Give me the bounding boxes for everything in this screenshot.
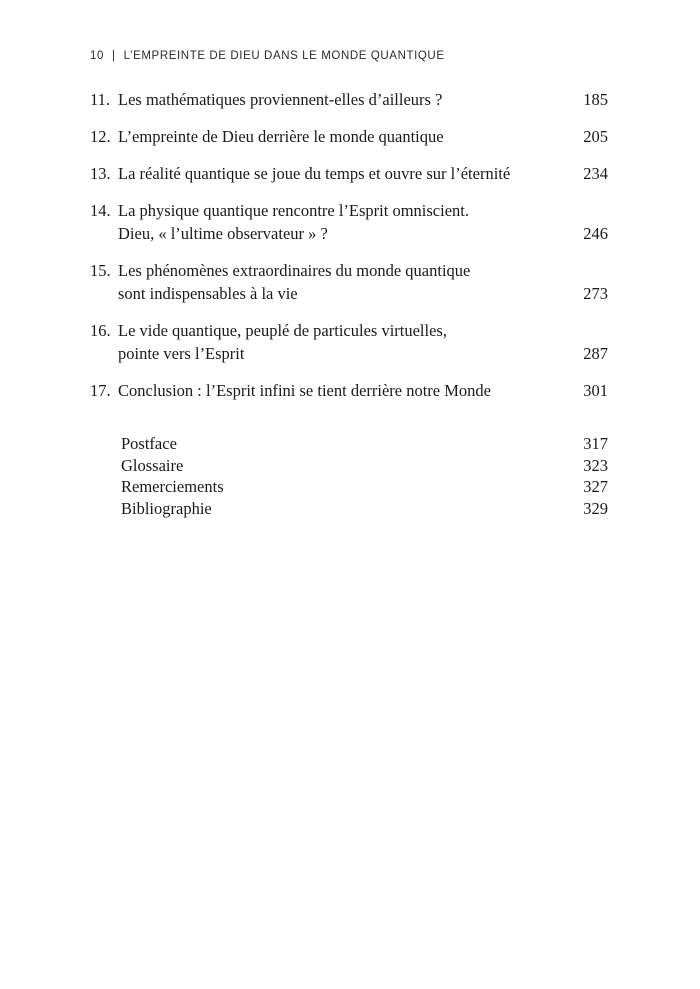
chapter-page-number: 287 [583,344,608,363]
chapter-page-number: 246 [583,224,608,243]
header-book-title: L’EMPREINTE DE DIEU DANS LE MONDE QUANTIQUE [123,50,445,62]
toc-entry-postface[interactable] [121,433,608,455]
chapter-title-line: Les mathématiques proviennent-elles d’ailleurs ? [118,90,443,109]
chapter-title [117,319,572,365]
chapter-number: 17. [90,381,111,400]
chapter-title-line: Conclusion : l’Esprit infini se tient derrière notre Monde [118,381,491,400]
chapter-title [117,125,572,148]
chapter-title [117,162,572,185]
back-matter-list [90,433,608,519]
chapter-title-line: L’empreinte de Dieu derrière le monde quantique [118,127,444,146]
toc-entry-remerciements[interactable] [121,476,608,498]
running-head [90,50,445,62]
chapter-title [117,259,572,305]
toc-entry-chapter-13[interactable] [90,162,608,185]
back-matter-page-number: 323 [583,455,608,475]
chapter-page-number: 234 [583,164,608,183]
header-separator: | [112,50,116,62]
chapter-title-line: La physique quantique rencontre l’Esprit omniscient. [118,201,469,220]
header-page-number: 10 [90,50,104,62]
chapter-title [117,88,572,111]
back-matter-title: Glossaire [121,455,184,475]
back-matter-page-number: 317 [583,434,608,453]
toc-entry-chapter-12[interactable] [90,125,608,148]
toc-entry-chapter-17[interactable] [90,379,608,402]
chapter-title-line: sont indispensables à la vie [118,284,298,303]
chapter-title [117,199,572,245]
chapter-title-line: Dieu, « l’ultime observateur » ? [118,224,328,243]
chapter-number: 16. [90,321,111,340]
back-matter-page-number: 329 [583,498,608,518]
chapter-title-line: La réalité quantique se joue du temps et ouvre sur l’éternité [118,164,511,183]
chapter-number: 15. [90,261,111,280]
toc-entry-chapter-16[interactable] [90,319,608,365]
toc-entry-chapter-15[interactable] [90,259,608,305]
chapter-number: 13. [90,164,111,183]
back-matter-title: Remerciements [121,477,224,496]
chapter-number: 14. [90,201,111,220]
chapter-number: 12. [90,127,111,146]
toc-entry-glossaire[interactable] [121,455,608,477]
chapter-page-number: 301 [583,381,608,400]
toc-entry-bibliographie[interactable] [121,498,608,520]
chapter-number: 11. [90,90,111,109]
chapter-page-number: 205 [583,127,608,146]
chapter-title-line: Les phénomènes extraordinaires du monde quantique [118,261,471,280]
toc-entry-chapter-14[interactable] [90,199,608,245]
toc-entry-chapter-11[interactable] [90,88,608,111]
chapter-page-number: 273 [583,284,608,303]
chapter-title [117,379,572,402]
chapter-page-number: 185 [583,90,608,109]
back-matter-title: Postface [121,434,177,453]
table-of-contents [90,88,608,519]
back-matter-page-number: 327 [583,477,608,496]
chapter-title-line: pointe vers l’Esprit [118,344,245,363]
chapter-title-line: Le vide quantique, peuplé de particules virtuelles, [118,321,447,340]
back-matter-title: Bibliographie [121,498,212,518]
